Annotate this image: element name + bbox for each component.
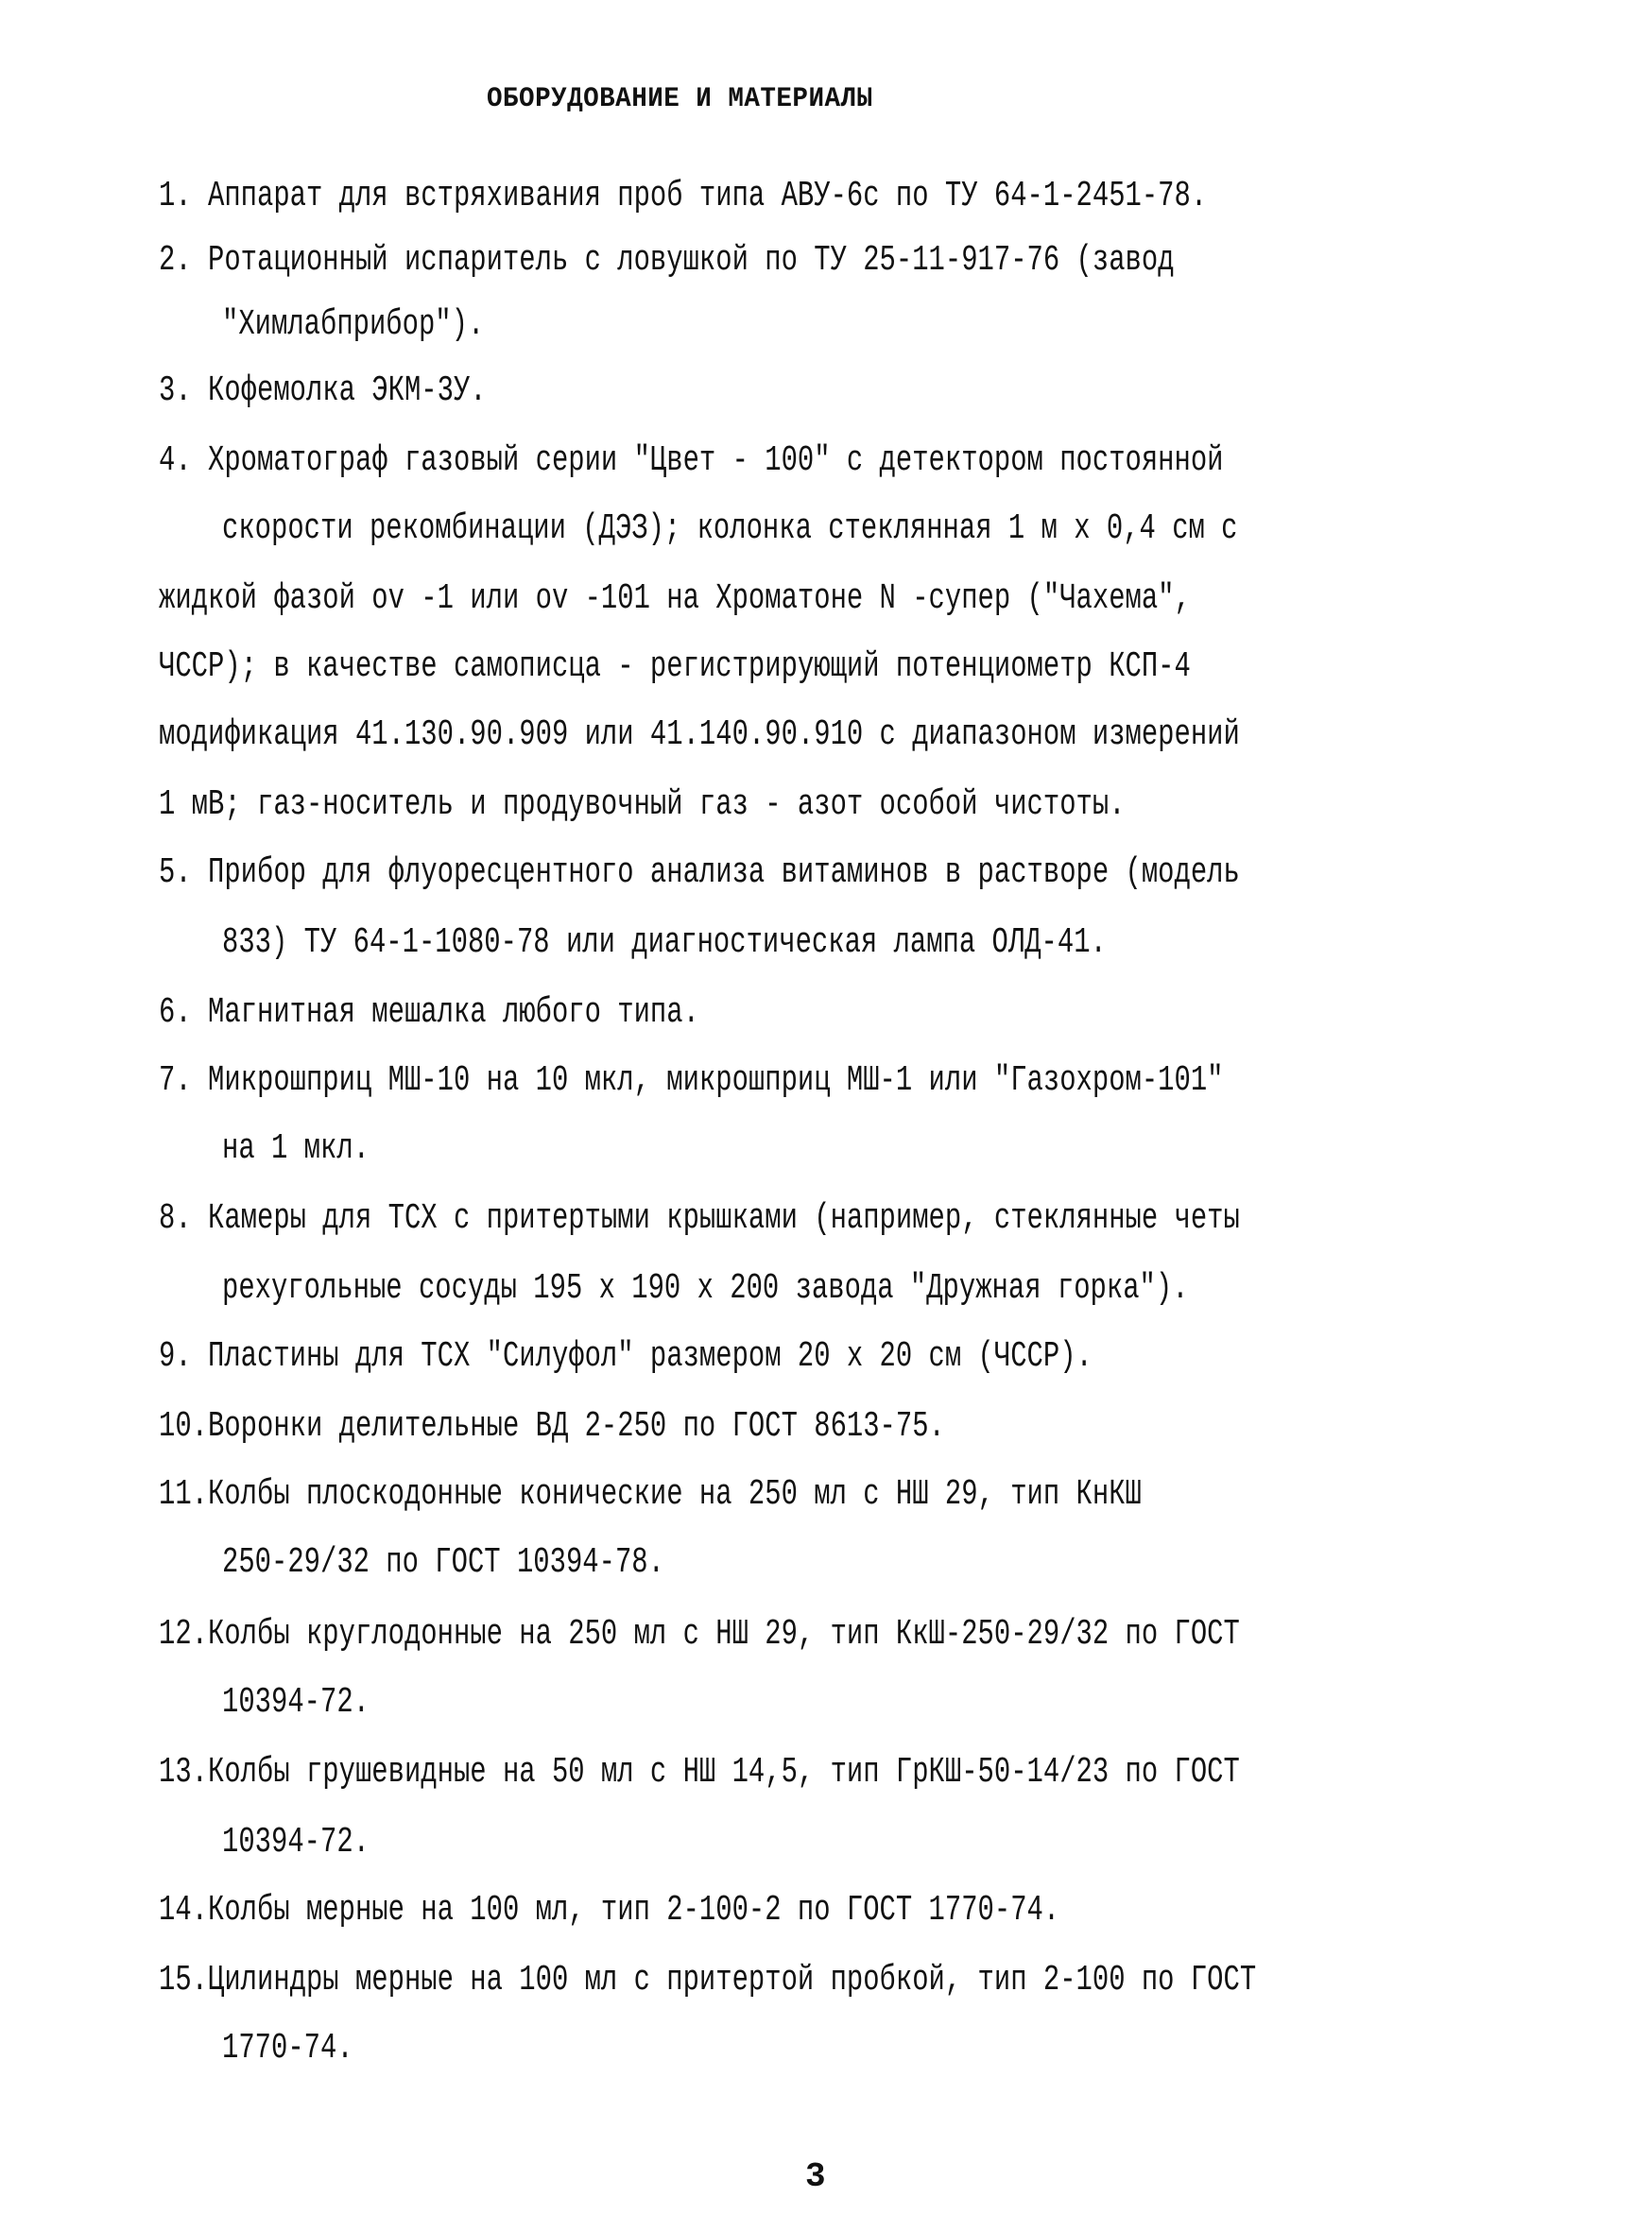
list-item-5-cont: 833) ТУ 64-1-1080-78 или диагностическая лампа ОЛД-41.: [222, 922, 1107, 963]
list-item-8-cont: рехугольные сосуды 195 х 190 х 200 завода "Дружная горка").: [222, 1268, 1189, 1309]
list-item-7: 7. Микрошприц МШ-10 на 10 мкл, микрошприц МШ-1 или "Газохром-101": [159, 1060, 1224, 1101]
list-item-2-cont: "Химлабприбор").: [222, 304, 485, 345]
list-item-15-cont: 1770-74.: [222, 2028, 353, 2069]
list-item-13-cont: 10394-72.: [222, 1822, 370, 1863]
list-item-5: 5. Прибор для флуоресцентного анализа витаминов в растворе (модель: [159, 852, 1240, 893]
list-item-7-cont: на 1 мкл.: [222, 1128, 370, 1169]
list-item-12-cont: 10394-72.: [222, 1682, 370, 1723]
list-item-15: 15.Цилиндры мерные на 100 мл с притертой пробкой, тип 2-100 по ГОСТ: [159, 1960, 1257, 2000]
list-item-3: 3. Кофемолка ЭКМ-3У.: [159, 370, 487, 411]
list-item-4-cont-4: модификация 41.130.90.909 или 41.140.90.910 с диапазоном измерений: [159, 714, 1240, 755]
list-item-6: 6. Магнитная мешалка любого типа.: [159, 992, 699, 1033]
list-item-9: 9. Пластины для ТСХ "Силуфол" размером 20 х 20 см (ЧССР).: [159, 1336, 1093, 1377]
list-item-14: 14.Колбы мерные на 100 мл, тип 2-100-2 по ГОСТ 1770-74.: [159, 1890, 1060, 1931]
list-item-4-cont-3: ЧССР); в качестве самописца - регистрирующий потенциометр КСП-4: [159, 646, 1191, 687]
list-item-1: 1. Аппарат для встряхивания проб типа АВУ-6с по ТУ 64-1-2451-78.: [159, 176, 1208, 216]
list-item-12: 12.Колбы круглодонные на 250 мл с НШ 29, тип КкШ-250-29/32 по ГОСТ: [159, 1614, 1240, 1655]
list-item-4-cont-2: жидкой фазой ov -1 или ov -101 на Хроматоне N -супер ("Чахема",: [159, 578, 1191, 619]
list-item-10: 10.Воронки делительные ВД 2-250 по ГОСТ 8613-75.: [159, 1406, 945, 1447]
list-item-4: 4. Хроматограф газовый серии "Цвет - 100" с детектором постоянной: [159, 440, 1224, 481]
page-title: ОБОРУДОВАНИЕ И МАТЕРИАЛЫ: [487, 83, 873, 115]
list-item-4-cont-5: 1 мВ; газ-носитель и продувочный газ - азот особой чистоты.: [159, 784, 1126, 825]
list-item-4-cont-1: скорости рекомбинации (ДЭЗ); колонка стеклянная 1 м х 0,4 см с: [222, 508, 1238, 549]
list-item-11: 11.Колбы плоскодонные конические на 250 мл с НШ 29, тип КнКШ: [159, 1474, 1142, 1515]
list-item-8: 8. Камеры для ТСХ с притертыми крышками (например, стеклянные четы: [159, 1198, 1240, 1239]
list-item-11-cont: 250-29/32 по ГОСТ 10394-78.: [222, 1542, 664, 1583]
list-item-13: 13.Колбы грушевидные на 50 мл с НШ 14,5, тип ГрКШ-50-14/23 по ГОСТ: [159, 1752, 1240, 1793]
page-number: 3: [805, 2157, 826, 2196]
list-item-2: 2. Ротационный испаритель с ловушкой по ТУ 25-11-917-76 (завод: [159, 240, 1175, 281]
